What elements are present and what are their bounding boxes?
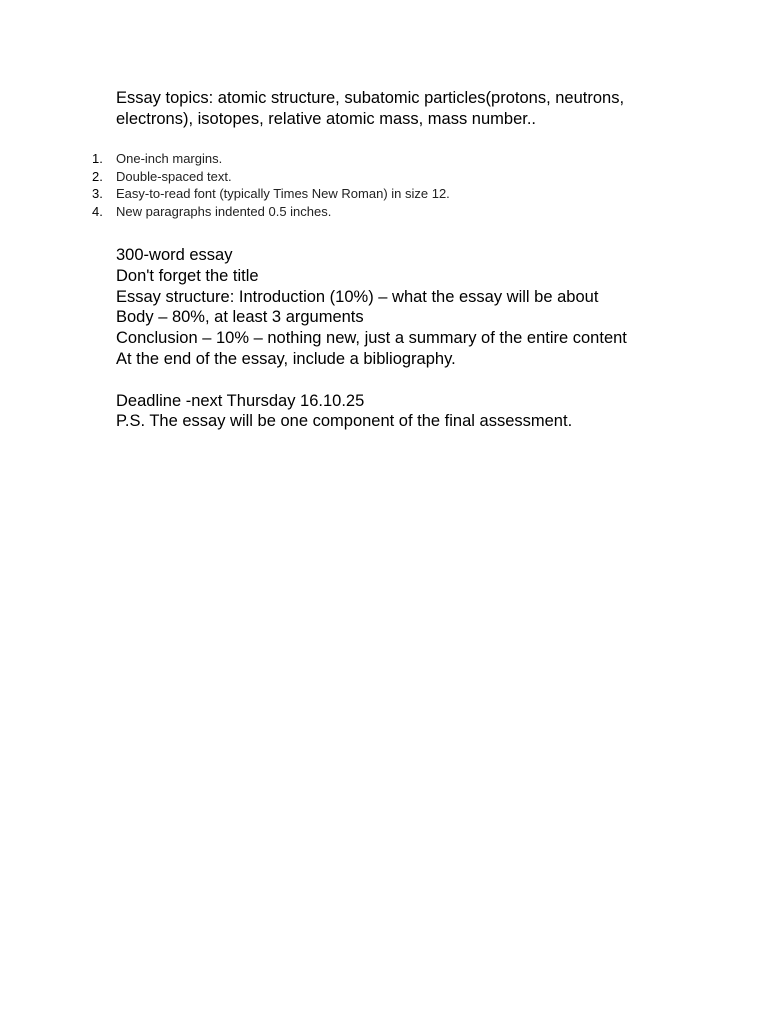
requirement-line: Essay structure: Introduction (10%) – what the essay will be about — [116, 287, 599, 306]
list-item-number: 3. — [92, 186, 103, 202]
list-item-text: Double-spaced text. — [116, 168, 232, 184]
essay-topics-paragraph: Essay topics: atomic structure, subatomic particles(protons, neutrons, electrons), isotopes, relative atomic mass, mass number.. — [116, 89, 625, 128]
requirement-line: Don't forget the title — [116, 266, 259, 285]
list-item — [88, 185, 648, 203]
blank-line — [116, 370, 716, 391]
requirement-line: At the end of the essay, include a bibliography. — [116, 349, 456, 368]
requirement-line: Body – 80%, at least 3 arguments — [116, 308, 364, 327]
formatting-list — [88, 150, 648, 221]
list-item-number: 2. — [92, 168, 103, 184]
list-item-text: One-inch margins. — [116, 151, 223, 166]
list-item-text: Easy-to-read font (typically Times New Roman) in size 12. — [116, 186, 450, 202]
essay-requirements-block — [116, 245, 716, 432]
list-item-text: New paragraphs indented 0.5 inches. — [116, 204, 332, 220]
list-item — [88, 203, 648, 221]
requirement-line: 300-word essay — [116, 246, 233, 264]
postscript-line: P.S. The essay will be one component of the final assessment. — [116, 412, 573, 431]
requirement-line: Conclusion – 10% – nothing new, just a summary of the entire content — [116, 329, 627, 348]
list-item — [88, 168, 648, 186]
list-item — [88, 150, 648, 168]
deadline-line: Deadline -next Thursday 16.10.25 — [116, 391, 365, 410]
list-item-number: 4. — [92, 204, 103, 220]
list-item-number: 1. — [92, 151, 103, 166]
